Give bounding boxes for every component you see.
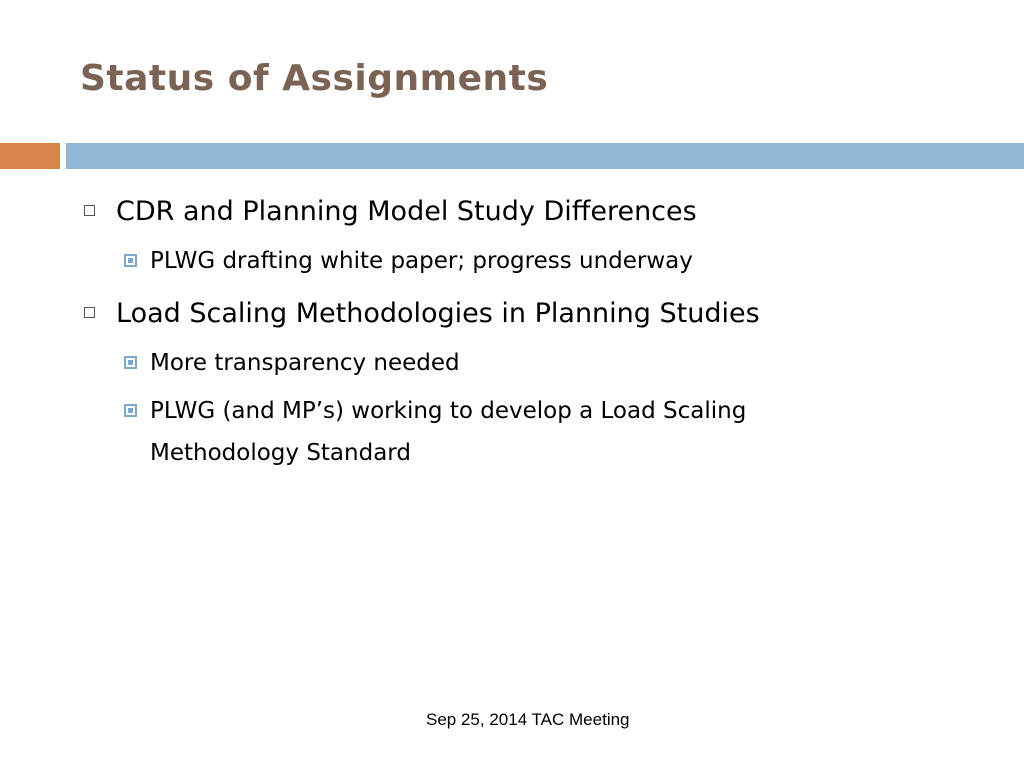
bullet-text-line2: Methodology Standard <box>150 440 411 466</box>
title-rule-blue <box>66 143 1024 169</box>
bullet-level1 <box>80 292 980 336</box>
bullet-level2 <box>80 342 980 384</box>
bullet-level2 <box>80 390 980 474</box>
slide-title: Status of Assignments <box>80 58 549 99</box>
square-bullet-icon <box>124 404 137 417</box>
square-bullet-icon <box>124 254 137 267</box>
bullet-text: CDR and Planning Model Study Differences <box>116 196 697 227</box>
bullet-level1 <box>80 190 980 234</box>
slide-content <box>80 190 980 474</box>
hollow-square-bullet-icon <box>84 205 95 216</box>
hollow-square-bullet-icon <box>84 307 95 318</box>
bullet-text-line1: PLWG (and MP’s) working to develop a Load Scaling <box>150 398 747 424</box>
title-rule-orange <box>0 143 60 169</box>
bullet-level2 <box>80 240 980 282</box>
bullet-text: PLWG drafting white paper; progress underway <box>150 248 693 274</box>
bullet-text: Load Scaling Methodologies in Planning Studies <box>116 298 760 329</box>
bullet-text: More transparency needed <box>150 350 460 376</box>
square-bullet-icon <box>124 356 137 369</box>
slide-footer: Sep 25, 2014 TAC Meeting <box>426 710 630 729</box>
